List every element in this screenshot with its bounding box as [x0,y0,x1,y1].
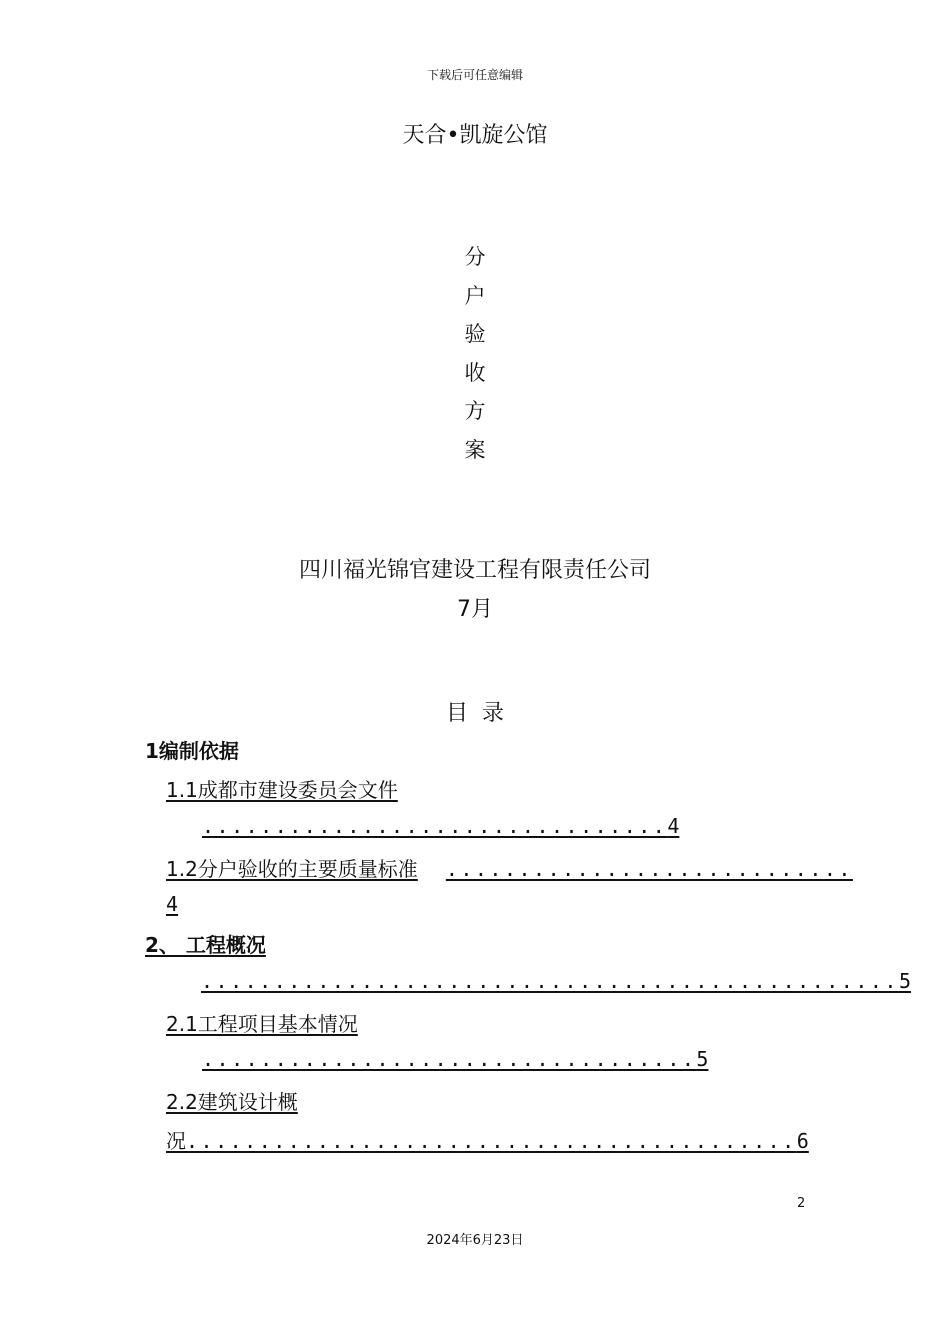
toc-page-number: 6 [796,1129,809,1153]
company-name: 四川福光锦官建设工程有限责任公司 [298,558,651,583]
toc-entry-2-1-leader[interactable] [166,1047,708,1071]
toc-dots: .......................................... [186,1129,797,1153]
vertical-title-char: 户 [464,283,486,308]
toc-section-1-title[interactable]: 1编制依据 [145,739,239,763]
toc-dots: .................................. [202,1047,697,1071]
toc-entry-1-1[interactable]: 1.1成都市建设委员会文件 [166,778,398,802]
toc-section-2-leader[interactable] [145,969,911,993]
vertical-plan-title [455,238,495,469]
page-number: 2 [797,1196,806,1211]
document-title: 天合•凯旋公馆 [402,123,548,148]
header-note: 下载后可任意编辑 [426,68,523,82]
toc-page-number[interactable]: 4 [166,892,179,916]
toc-entry-2-2[interactable]: 2.2建筑设计概 [166,1090,298,1114]
toc-entry-text: 况 [166,1129,186,1153]
toc-dots: ................................ [202,814,668,838]
toc-entry-1-1-leader[interactable] [166,814,679,838]
toc-page-number: 5 [898,969,912,993]
toc-page-number: 5 [696,1047,709,1071]
vertical-title-char: 收 [464,360,486,385]
toc-dots: ................................................ [201,969,899,993]
vertical-title-char: 案 [464,437,486,462]
toc-heading: 目录 [445,701,518,726]
toc-dots: ............................ [445,857,853,881]
toc-section-2-title[interactable]: 2、 工程概况 [145,933,266,957]
toc-entry-text: 1.2分户验收的主要质量标准 [166,857,418,881]
toc-entry-2-1[interactable]: 2.1工程项目基本情况 [166,1012,358,1036]
toc-entry-1-2[interactable] [166,853,853,882]
toc-page-number: 4 [667,814,680,838]
document-month: 7月 [457,597,493,622]
vertical-title-char: 验 [464,322,486,346]
vertical-title-char: 分 [464,245,486,269]
toc-entry-2-2-leader[interactable] [166,1125,809,1154]
footer-date: 2024年6月23日 [426,1233,524,1248]
vertical-title-char: 方 [464,399,486,423]
